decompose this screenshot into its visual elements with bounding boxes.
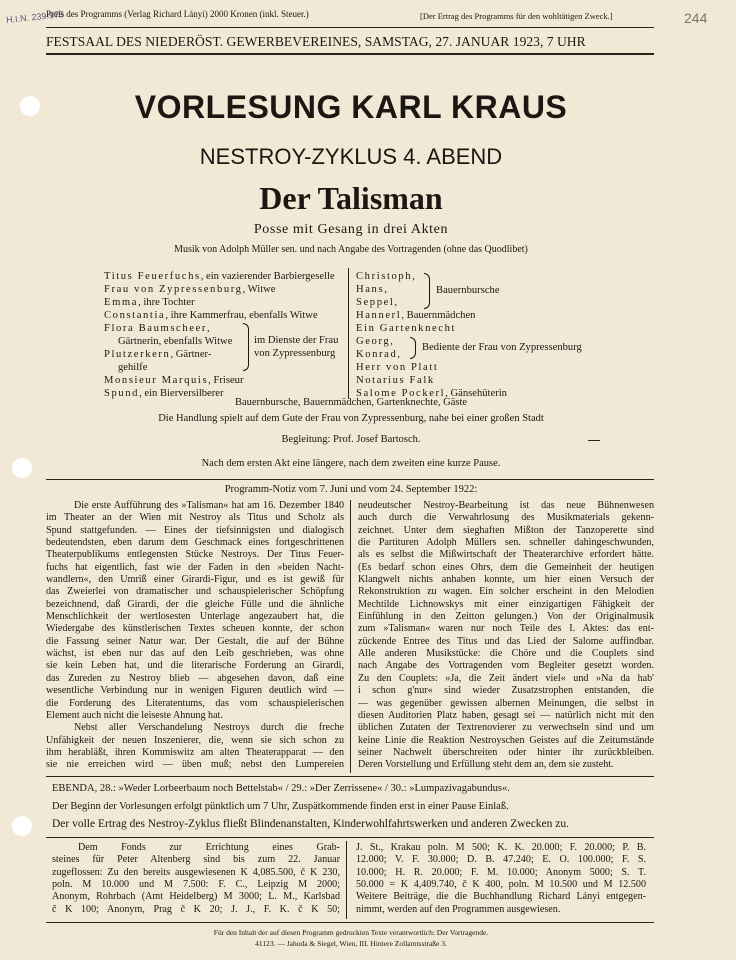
fund-right: J. St., Krakau poln. M 500; K. K. 20.000; F. 20.000; P. B. 12.000; V. F. 30.000; D. B. 47.240; E. O. 100.000; F. S. 10.000; H. R. 20.000; F. M. 10.000; Anonym 5000; S. T. 50.000 = K 4,409.740, č K 400, poln. M 10.500 und M 12.500 Weitere Beiträge, die die Buchhandlung Richard Lányi entgegen- nimmt, werden auf den Programmen ausgewiesen. bbox=[356, 842, 646, 915]
page-number: 244 bbox=[684, 10, 708, 26]
cast-brace bbox=[424, 273, 430, 309]
cast-entry: Gärtnerin, ebenfalls Witwe bbox=[118, 336, 233, 347]
price-note: Preis des Programms (Verlag Richard Lányi) 2000 Kronen (inkl. Steuer.) bbox=[46, 9, 309, 19]
series-title: NESTROY-ZYKLUS 4. ABEND bbox=[199, 144, 503, 169]
cast-brace bbox=[410, 337, 416, 359]
inventory-mark: H.I.N. 239.975 bbox=[5, 8, 65, 26]
cast-entry: Frau von Zypressenburg, Witwe bbox=[104, 284, 276, 295]
cast-group-label: im Dienste der Frau von Zypressenburg bbox=[254, 335, 339, 359]
play-title: Der Talisman bbox=[259, 180, 443, 216]
upcoming-performances: EBENDA, 28.: »Weder Lorbeerbaum noch Bettelstab« / 29.: »Der Zerrissene« / 30.: »Lumpazivagabundus«. bbox=[52, 783, 510, 794]
cast-entry: Monsieur Marquis, Friseur bbox=[104, 375, 244, 386]
cast-entry: Titus Feuerfuchs, ein vazierender Barbiergeselle bbox=[104, 271, 335, 282]
cast-extras: Bauernbursche, Bauernmädchen, Gartenknechte, Gäste bbox=[234, 397, 468, 408]
setting-line: Die Handlung spielt auf dem Gute der Frau von Zypressenburg, nahe bei einer großen Stadt bbox=[158, 413, 544, 424]
cast-entry: Plutzerkern, Gärtner- bbox=[104, 349, 212, 360]
column-divider bbox=[346, 841, 347, 919]
section-rule bbox=[46, 922, 654, 923]
music-credit: Musik von Adolph Müller sen. und nach Angabe des Vortragenden (ohne das Quodlibet) bbox=[174, 244, 528, 255]
section-rule bbox=[46, 837, 654, 838]
cast-entry: Constantia, ihre Kammerfrau, ebenfalls Witwe bbox=[104, 310, 318, 321]
cast-entry: Herr von Platt bbox=[356, 362, 439, 373]
section-rule bbox=[46, 776, 654, 777]
lecture-title: VORLESUNG KARL KRAUS bbox=[134, 89, 568, 125]
cast-group-label: Bauernbursche bbox=[436, 285, 500, 296]
cast-brace bbox=[243, 323, 249, 371]
program-note-left: Die erste Aufführung des »Talisman« hat am 16. Dezember 1840 im Theater an der Wien mit Nestroy als Titus und Scholz als Spund stattgefunden. — Eines der tiefsinnigsten und dialogisch bedeutendsten, eben darum dem Geschmack eines fortgeschrittenen Theaterpublikums entlegensten Stücke Nestroys. Der Titus Feuer- fuchs hat eigentlich, fast wie der Faden in den »beiden Nacht- wandlern«, den Umriß einer Girardi-Figur, und es ist gewiß für das Zweierlei von dramatischer und schauspielerischer Schöpfung bezeichnend, daß Girardi, der die gleiche Fülle und die ähnliche Menschlichkeit der wertlosesten Unterlage angezaubert hat, die Wiedergabe des künstlerischen Textes scheuen konnte, der schon die Fassung seiner Natur war. Der Gestalt, die auf der Bühne wächst, ist eben nur das auf den Leib geschrieben, was ohne sie kein Leben hat, und die literarische Forderung an Girardi, das Zureden zu Nestroy blieb — abgesehen davon, daß eine wesentliche Verbindung nur in wenigen Figuren deutlich wird — die Forderung des Literatentums, das vom schauspielerischen Element auch nicht die leiseste Ahnung hat. Nebst aller Verschandelung Nestroys durch die freche Unfähigkeit der neuen Inszenierer, die, wenn sie sich schon zu ihm herabläßt, ihren Kommiswitz am alten Theaterapparat — den sie nie erreichen wird — üben muß; nebst den Lumpereien bbox=[46, 500, 344, 771]
cast-entry: Flora Baumscheer, bbox=[104, 323, 210, 334]
punch-hole bbox=[20, 96, 40, 116]
cast-entry: Spund, ein Bierversilberer bbox=[104, 388, 224, 399]
start-notice: Der Beginn der Vorlesungen erfolgt pünktlich um 7 Uhr, Zuspätkommende finden erst in einer Pause Einlaß. bbox=[52, 801, 509, 812]
column-divider bbox=[350, 500, 351, 773]
cast-entry: Christoph, bbox=[356, 271, 415, 282]
cast-entry: Hannerl, Bauernmädchen bbox=[356, 310, 476, 321]
cast-group-label: Bediente der Frau von Zypressenburg bbox=[422, 342, 582, 353]
cast-divider bbox=[348, 268, 349, 399]
section-rule bbox=[46, 479, 654, 480]
cast-entry: Georg, bbox=[356, 336, 393, 347]
cast-entry: Notarius Falk bbox=[356, 375, 435, 386]
cast-entry: gehilfe bbox=[118, 362, 148, 373]
program-note-right: neudeutscher Nestroy-Bearbeitung ist das neue Bühnenwesen auch durch die Verwahrlosung des Musikmaterials gekenn- zeichnet. Unter dem sieghaften Mißton der Tanzoperette sind die Partituren Adolph Müllers sen. schneller dahingeschwunden, als es selbst die Mißwirtschaft der Theaterarchive erfordert hätte. (Es bedarf schon eines Ohrs, dem die Gemeinheit der heutigen Klangwelt nichts anhaben konnte, um hier einen Versuch der Rekonstruktion zu wagen. Ein solcher erscheint in den Melodien Mechtilde Lichnowskys mit einer einzigartigen Fähigkeit der Einfühlung in den Zeitton gelungen.) Von der Originalmusik zum »Talisman« waren nur noch Teile des I. Aktes: das ent- zückende Entree des Titus und das Lied der Salome auffindbar. Alle anderen Musikstücke: die Chöre und die Couplets sind nach Angabe des Vortragenden vom Begleiter gesetzt worden. Zu den Couplets: »Ja, die Zeit ändert viel« und »Na da hab' i schon g'nur« sind wieder Zusatzstrophen entstanden, die — was gegenüber gewissen albernen Meinungen, die selbst in diesen Auditorien Platz haben, gesagt sei — natürlich nicht mit den üblichen Zutaten der Textrenovierer zu verwechseln sind und um keine Linie die Reaktion Nestroyschen Geistes auf die Zeitumstände seiner Nachwelt überschreiten oder hinter ihr zurückbleiben. Deren Vorstellung und Erfüllung steht dem an, dem sie zusteht. bbox=[358, 500, 654, 771]
cast-entry: Konrad, bbox=[356, 349, 401, 360]
cast-entry: Hans, bbox=[356, 284, 387, 295]
program-note-heading: Programm-Notiz vom 7. Juni und vom 24. September 1922: bbox=[224, 484, 478, 495]
punch-hole bbox=[12, 816, 32, 836]
proceeds-notice: Der volle Ertrag des Nestroy-Zyklus fließt Blindenanstalten, Kinderwohlfahrtswerken und anderen Zwecken zu. bbox=[52, 818, 570, 830]
cast-entry: Salome Pockerl, Gänsehüterin bbox=[356, 388, 507, 399]
responsibility-note: Für den Inhalt der auf diesen Programm gedruckten Texte verantwortlich: Der Vortragende. bbox=[213, 928, 489, 937]
play-genre: Posse mit Gesang in drei Akten bbox=[253, 222, 449, 237]
punch-hole bbox=[12, 458, 32, 478]
cast-entry: Ein Gartenknecht bbox=[356, 323, 457, 334]
accompaniment-line: Begleitung: Prof. Josef Bartosch. bbox=[281, 434, 421, 445]
cast-entry: Seppel, bbox=[356, 297, 398, 308]
fund-left: Dem Fonds zur Errichtung eines Grab- steines für Peter Altenberg sind bis zum 22. Januar zugeflossen: Zu den bereits ausgewiesenen K 4,085.500, č K 230, poln. M 10.000 und M 7.500: F. C., Leipzig M 2000; Anonym, Rohrbach (Amt Heidelberg) M 3000; L. M., Karlsbad č K 100; Anonym, Prag č K 20; J. J., F. K. č K 50; bbox=[52, 842, 340, 915]
venue-line: FESTSAAL DES NIEDERÖST. GEWERBEVEREINES, SAMSTAG, 27. JANUAR 1923, 7 UHR bbox=[46, 34, 586, 49]
pauses-line: Nach dem ersten Akt eine längere, nach dem zweiten eine kurze Pause. bbox=[201, 458, 501, 469]
dash-mark bbox=[588, 440, 600, 441]
printer-note: 41123. — Jahoda & Siegel, Wien, III. Hintere Zollamtsstraße 3. bbox=[255, 939, 447, 948]
cast-entry: Emma, ihre Tochter bbox=[104, 297, 195, 308]
venue-rule bbox=[46, 53, 654, 55]
header-rule bbox=[46, 27, 654, 28]
charity-note: [Der Ertrag des Programms für den wohltätigen Zweck.] bbox=[420, 11, 613, 21]
